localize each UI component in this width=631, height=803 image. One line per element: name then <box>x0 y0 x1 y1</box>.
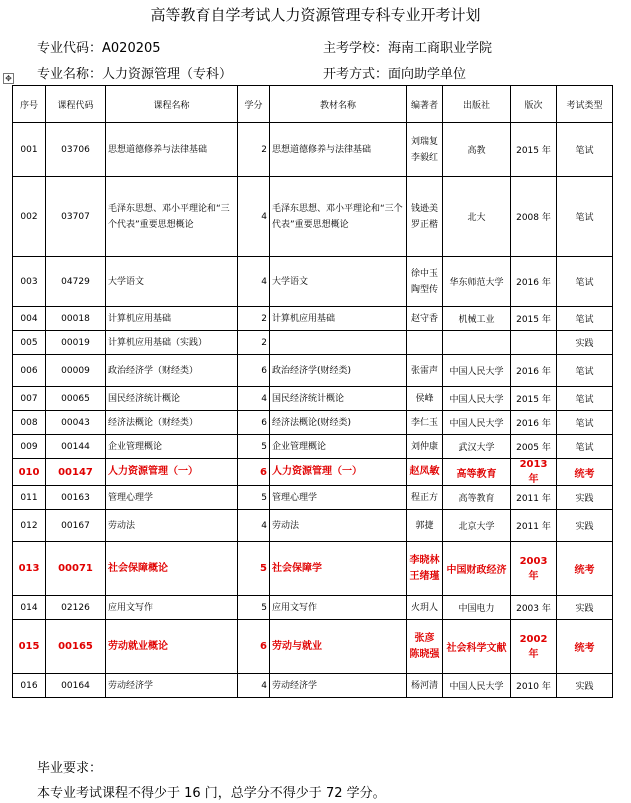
cell-credit: 6 <box>238 620 270 674</box>
cell-author: 刘瑞复 李毅红 <box>407 123 443 177</box>
cell-no: 009 <box>13 435 46 459</box>
cell-book: 应用文写作 <box>270 596 407 620</box>
major-code-label: 专业代码： <box>37 41 103 56</box>
cell-edition: 2011 年 <box>511 510 557 542</box>
cell-book: 经济法概论(财经类) <box>270 411 407 435</box>
cell-code: 00165 <box>46 620 106 674</box>
table-row <box>13 387 613 411</box>
cell-author: 赵守香 <box>407 307 443 331</box>
cell-credit: 5 <box>238 486 270 510</box>
cell-credit: 6 <box>238 411 270 435</box>
cell-no: 008 <box>13 411 46 435</box>
table-row <box>13 435 613 459</box>
cell-exam: 统考 <box>557 459 613 486</box>
cell-exam: 实践 <box>557 596 613 620</box>
cell-publisher: 机械工业 <box>443 307 511 331</box>
major-name-label: 专业名称： <box>37 67 103 82</box>
cell-credit: 2 <box>238 123 270 177</box>
cell-code: 04729 <box>46 257 106 307</box>
table-row <box>13 331 613 355</box>
cell-code: 03707 <box>46 177 106 257</box>
cell-code: 00071 <box>46 542 106 596</box>
cell-course: 人力资源管理（一） <box>106 459 238 486</box>
cell-code: 00167 <box>46 510 106 542</box>
table-row <box>13 510 613 542</box>
cell-edition: 2015 年 <box>511 307 557 331</box>
cell-credit: 2 <box>238 331 270 355</box>
table-row <box>13 459 613 486</box>
cell-credit: 5 <box>238 596 270 620</box>
cell-no: 016 <box>13 674 46 698</box>
cell-edition: 2015 年 <box>511 123 557 177</box>
cell-no: 004 <box>13 307 46 331</box>
cell-publisher: 中国人民大学 <box>443 355 511 387</box>
cell-credit: 6 <box>238 459 270 486</box>
cell-exam: 实践 <box>557 331 613 355</box>
table-row <box>13 355 613 387</box>
cell-course: 劳动经济学 <box>106 674 238 698</box>
major-name-value: 人力资源管理（专科） <box>102 67 233 82</box>
cell-exam: 笔试 <box>557 355 613 387</box>
header-author: 编著者 <box>407 86 443 123</box>
cell-course: 思想道德修养与法律基础 <box>106 123 238 177</box>
cell-author: 李晓林 王绪瑾 <box>407 542 443 596</box>
cell-course: 企业管理概论 <box>106 435 238 459</box>
table-row <box>13 123 613 177</box>
cell-code: 00163 <box>46 486 106 510</box>
cell-credit: 4 <box>238 674 270 698</box>
table-header-row <box>13 86 613 123</box>
header-credit: 学分 <box>238 86 270 123</box>
cell-publisher: 中国财政经济 <box>443 542 511 596</box>
cell-publisher: 北京大学 <box>443 510 511 542</box>
cell-code: 00147 <box>46 459 106 486</box>
cell-credit: 6 <box>238 355 270 387</box>
cell-exam: 笔试 <box>557 177 613 257</box>
table-row <box>13 674 613 698</box>
header-no: 序号 <box>13 86 46 123</box>
cell-edition: 2011 年 <box>511 486 557 510</box>
major-name-line <box>37 63 232 82</box>
cell-publisher: 高等教育 <box>443 486 511 510</box>
cell-publisher: 高教 <box>443 123 511 177</box>
cell-book: 毛泽东思想、邓小平理论和“三个代表”重要思想概论 <box>270 177 407 257</box>
cell-credit: 4 <box>238 177 270 257</box>
cell-publisher: 高等教育 <box>443 459 511 486</box>
cell-code: 00144 <box>46 435 106 459</box>
cell-no: 003 <box>13 257 46 307</box>
cell-author: 李仁玉 <box>407 411 443 435</box>
cell-book: 国民经济统计概论 <box>270 387 407 411</box>
cell-code: 00065 <box>46 387 106 411</box>
table-row <box>13 620 613 674</box>
graduation-req-text: 本专业考试课程不得少于 16 门，总学分不得少于 72 学分。 <box>37 786 386 801</box>
cell-book: 社会保障学 <box>270 542 407 596</box>
exam-school-label: 主考学校： <box>323 41 389 56</box>
cell-author: 张彦 陈晓强 <box>407 620 443 674</box>
cell-course: 大学语文 <box>106 257 238 307</box>
cell-book: 思想道德修养与法律基础 <box>270 123 407 177</box>
cell-no: 015 <box>13 620 46 674</box>
cell-author: 郭捷 <box>407 510 443 542</box>
cell-no: 013 <box>13 542 46 596</box>
cell-code: 00009 <box>46 355 106 387</box>
cell-author <box>407 331 443 355</box>
cell-credit: 2 <box>238 307 270 331</box>
cell-exam: 实践 <box>557 510 613 542</box>
cell-no: 012 <box>13 510 46 542</box>
cell-edition: 2005 年 <box>511 435 557 459</box>
cell-code: 02126 <box>46 596 106 620</box>
cell-no: 002 <box>13 177 46 257</box>
cell-no: 010 <box>13 459 46 486</box>
cell-publisher: 中国电力 <box>443 596 511 620</box>
cell-exam: 笔试 <box>557 435 613 459</box>
cell-publisher: 中国人民大学 <box>443 387 511 411</box>
cell-course: 计算机应用基础 <box>106 307 238 331</box>
graduation-req-label: 毕业要求： <box>37 761 103 776</box>
cell-author: 钱逊美 罗正楷 <box>407 177 443 257</box>
cell-book: 管理心理学 <box>270 486 407 510</box>
cell-book: 人力资源管理（一） <box>270 459 407 486</box>
cell-edition <box>511 331 557 355</box>
cell-edition: 2016 年 <box>511 257 557 307</box>
header-book: 教材名称 <box>270 86 407 123</box>
cell-publisher: 北大 <box>443 177 511 257</box>
cell-book: 劳动与就业 <box>270 620 407 674</box>
header-code: 课程代码 <box>46 86 106 123</box>
exam-school-line <box>323 37 492 56</box>
cell-no: 014 <box>13 596 46 620</box>
header-publisher: 出版社 <box>443 86 511 123</box>
cell-no: 011 <box>13 486 46 510</box>
cell-author: 杨河清 <box>407 674 443 698</box>
cell-credit: 5 <box>238 435 270 459</box>
cell-course: 毛泽东思想、邓小平理论和“三个代表”重要思想概论 <box>106 177 238 257</box>
cell-course: 社会保障概论 <box>106 542 238 596</box>
cell-author: 火玥人 <box>407 596 443 620</box>
table-row <box>13 486 613 510</box>
cell-book: 大学语文 <box>270 257 407 307</box>
cell-book <box>270 331 407 355</box>
cell-credit: 4 <box>238 510 270 542</box>
cell-publisher: 社会科学文献 <box>443 620 511 674</box>
cell-author: 张雷声 <box>407 355 443 387</box>
cell-course: 经济法概论（财经类） <box>106 411 238 435</box>
table-row <box>13 257 613 307</box>
cell-author: 徐中玉 陶型传 <box>407 257 443 307</box>
cell-course: 劳动就业概论 <box>106 620 238 674</box>
cell-course: 劳动法 <box>106 510 238 542</box>
major-code-line <box>37 37 161 56</box>
page-title: 高等教育自学考试人力资源管理专科专业开考计划 <box>150 6 481 24</box>
cell-exam: 统考 <box>557 620 613 674</box>
cell-exam: 实践 <box>557 674 613 698</box>
cell-exam: 笔试 <box>557 387 613 411</box>
cell-credit: 4 <box>238 257 270 307</box>
header-exam: 考试类型 <box>557 86 613 123</box>
exam-mode-value: 面向助学单位 <box>388 67 467 82</box>
cell-publisher: 中国人民大学 <box>443 674 511 698</box>
exam-mode-label: 开考方式： <box>323 67 389 82</box>
cell-edition: 2015 年 <box>511 387 557 411</box>
cell-author: 程正方 <box>407 486 443 510</box>
cell-course: 政治经济学（财经类） <box>106 355 238 387</box>
cell-exam: 统考 <box>557 542 613 596</box>
cell-publisher: 中国人民大学 <box>443 411 511 435</box>
table-row <box>13 411 613 435</box>
cell-book: 劳动经济学 <box>270 674 407 698</box>
cell-credit: 4 <box>238 387 270 411</box>
cell-course: 管理心理学 <box>106 486 238 510</box>
cell-book: 企业管理概论 <box>270 435 407 459</box>
cell-edition: 2013 年 <box>511 459 557 486</box>
cell-author: 侯峰 <box>407 387 443 411</box>
cell-publisher: 华东师范大学 <box>443 257 511 307</box>
cell-edition: 2003 年 <box>511 596 557 620</box>
cell-code: 00018 <box>46 307 106 331</box>
major-code-value: A020205 <box>102 41 161 56</box>
cell-exam: 笔试 <box>557 411 613 435</box>
exam-school-value: 海南工商职业学院 <box>388 41 493 56</box>
table-row <box>13 177 613 257</box>
cell-publisher: 武汉大学 <box>443 435 511 459</box>
cell-edition: 2016 年 <box>511 411 557 435</box>
cell-publisher <box>443 331 511 355</box>
cell-exam: 笔试 <box>557 257 613 307</box>
cell-course: 计算机应用基础（实践） <box>106 331 238 355</box>
cell-author: 刘仲康 <box>407 435 443 459</box>
header-edition: 版次 <box>511 86 557 123</box>
cell-book: 计算机应用基础 <box>270 307 407 331</box>
cell-author: 赵凤敏 <box>407 459 443 486</box>
cell-code: 00019 <box>46 331 106 355</box>
cell-no: 006 <box>13 355 46 387</box>
cell-code: 00164 <box>46 674 106 698</box>
cell-no: 005 <box>13 331 46 355</box>
cell-edition: 2008 年 <box>511 177 557 257</box>
header-course: 课程名称 <box>106 86 238 123</box>
cell-edition: 2016 年 <box>511 355 557 387</box>
cell-exam: 笔试 <box>557 307 613 331</box>
cell-no: 001 <box>13 123 46 177</box>
cell-edition: 2002 年 <box>511 620 557 674</box>
cell-exam: 笔试 <box>557 123 613 177</box>
cell-book: 劳动法 <box>270 510 407 542</box>
table-row <box>13 542 613 596</box>
cell-course: 应用文写作 <box>106 596 238 620</box>
cell-edition: 2010 年 <box>511 674 557 698</box>
table-row <box>13 307 613 331</box>
cell-code: 03706 <box>46 123 106 177</box>
cell-course: 国民经济统计概论 <box>106 387 238 411</box>
table-row <box>13 596 613 620</box>
exam-mode-line <box>323 63 466 82</box>
table-move-handle-icon[interactable]: ✥ <box>3 73 14 84</box>
course-table <box>12 85 613 698</box>
cell-no: 007 <box>13 387 46 411</box>
cell-credit: 5 <box>238 542 270 596</box>
cell-book: 政治经济学(财经类) <box>270 355 407 387</box>
cell-code: 00043 <box>46 411 106 435</box>
cell-exam: 实践 <box>557 486 613 510</box>
cell-edition: 2003 年 <box>511 542 557 596</box>
